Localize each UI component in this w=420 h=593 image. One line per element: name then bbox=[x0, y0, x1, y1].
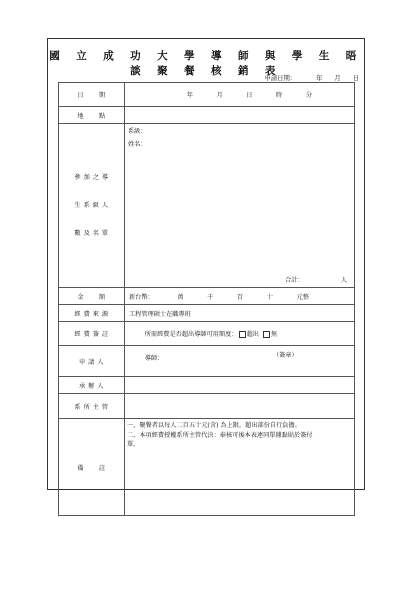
row-handler bbox=[59, 377, 355, 394]
budget-question: 所需經費是否超出導師可用額度： bbox=[144, 331, 238, 338]
row-source bbox=[59, 305, 355, 322]
place-label: 地 點 bbox=[59, 107, 125, 124]
budget-note-label: 經 費 簽 註 bbox=[59, 322, 125, 346]
row-date bbox=[59, 83, 355, 107]
director-label: 系 所 主 管 bbox=[59, 394, 125, 419]
form-title: 國 立 成 功 大 學 導 師 與 學 生 晤 談 聚 餐 核 銷 表 bbox=[49, 50, 363, 77]
dept-label: 系級： bbox=[128, 128, 147, 135]
date-fields: 年 月 日 時 分 bbox=[186, 92, 313, 99]
form-frame bbox=[47, 38, 365, 490]
remark-line-2: 二、本項經費授權系所主管代決：奉核可後本表連同單據黏貼於簽付 bbox=[127, 431, 313, 439]
apply-date: 申請日期： 年 月 日 bbox=[264, 75, 359, 82]
name-label: 姓名： bbox=[128, 141, 147, 148]
remark-line-2-cont: 單。 bbox=[127, 441, 140, 448]
row-remarks bbox=[59, 419, 355, 516]
row-amount bbox=[59, 288, 355, 305]
remarks-label: 備 註 bbox=[59, 419, 125, 516]
form-table bbox=[58, 82, 355, 516]
applicant-label: 申 請 人 bbox=[59, 346, 125, 377]
participants-label-line-3: 數 及 名 單 bbox=[74, 229, 109, 237]
participants-label bbox=[59, 124, 125, 288]
row-budget-note bbox=[59, 322, 355, 346]
director-value[interactable] bbox=[125, 394, 355, 419]
row-applicant bbox=[59, 346, 355, 377]
none-checkbox[interactable] bbox=[263, 331, 270, 338]
handler-value[interactable] bbox=[125, 377, 355, 394]
row-director bbox=[59, 394, 355, 419]
row-participants bbox=[59, 124, 355, 288]
total-label: 合計： bbox=[285, 277, 304, 284]
amount-value[interactable]: 新台幣： 萬 千 百 十 元整 bbox=[125, 288, 355, 305]
row-place bbox=[59, 107, 355, 124]
applicant-value[interactable] bbox=[125, 346, 355, 377]
date-label: 日 期 bbox=[59, 83, 125, 107]
remarks-value bbox=[125, 419, 355, 516]
exceed-checkbox[interactable] bbox=[239, 331, 246, 338]
date-value[interactable] bbox=[125, 83, 355, 107]
none-option: 無 bbox=[270, 331, 278, 338]
total-unit: 人 bbox=[340, 277, 347, 284]
handler-label: 承 辦 人 bbox=[59, 377, 125, 394]
remark-line-1: 一、聚餐者以每人二百五十元(含) 為上限，超出部份自行負擔。 bbox=[127, 422, 301, 429]
source-value: 工程管理碩士在職專班 bbox=[125, 305, 355, 322]
participants-label-line-2: 生 系 級 人 bbox=[74, 201, 109, 209]
amount-label: 金 額 bbox=[59, 288, 125, 305]
mentor-label: 導師： bbox=[144, 355, 164, 362]
budget-note-value bbox=[125, 322, 355, 346]
source-label: 經 費 來 源 bbox=[59, 305, 125, 322]
sign-label: （簽章） bbox=[273, 352, 298, 359]
exceed-option: 超出 bbox=[246, 331, 259, 338]
participants-label-line-1: 參 加 之 導 bbox=[74, 173, 109, 181]
place-value[interactable] bbox=[125, 107, 355, 124]
participants-value[interactable] bbox=[125, 124, 355, 288]
